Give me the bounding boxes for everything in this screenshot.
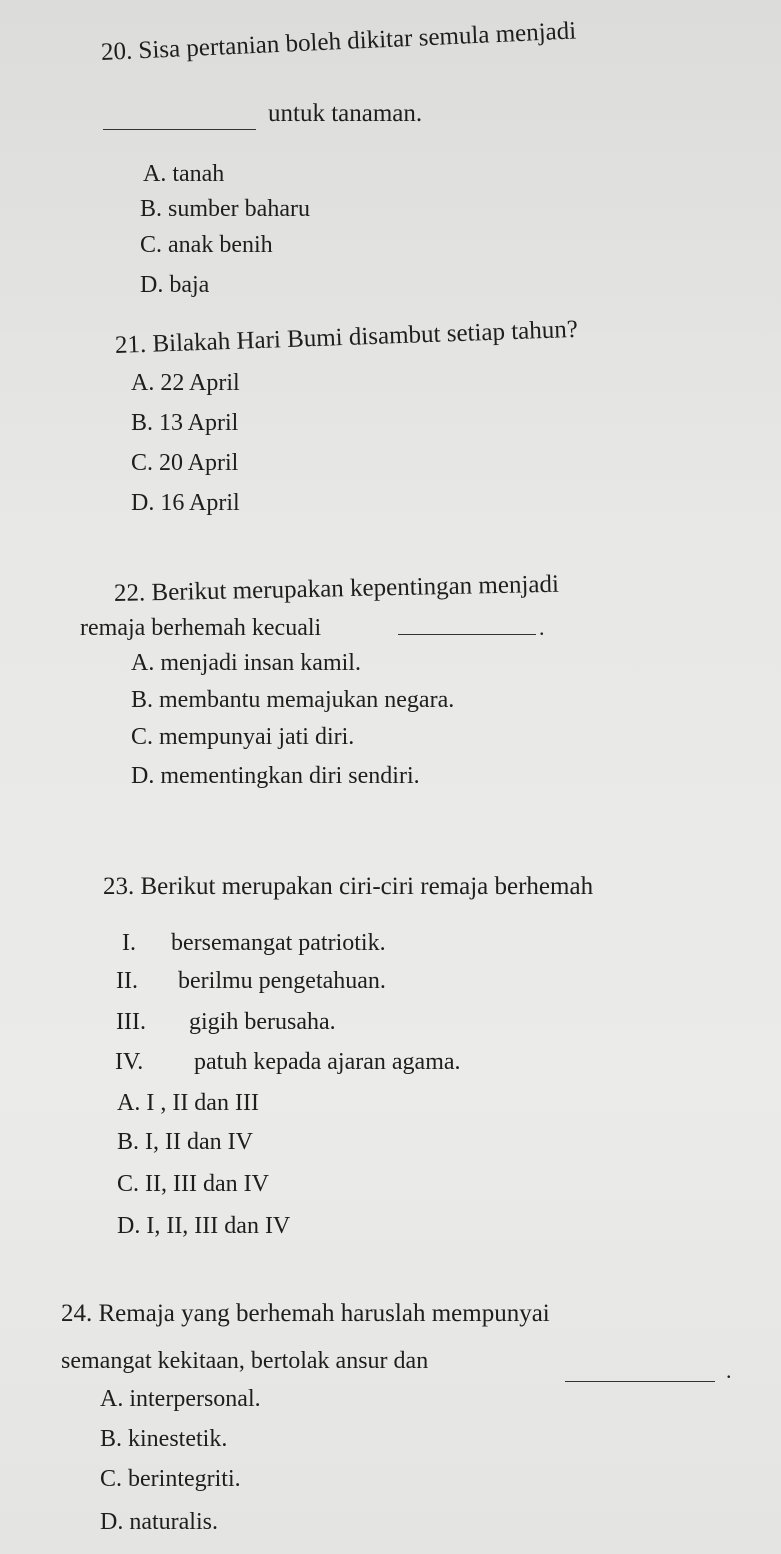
q24-answer-blank [565,1381,715,1382]
q20-stem-line1: 20. Sisa pertanian boleh dikitar semula menjadi [100,17,577,66]
q20-answer-blank [103,129,256,130]
q24-period: . [726,1358,732,1383]
q24-stem-line1: 24. Remaja yang berhemah haruslah mempunyai [61,1300,550,1327]
q22-option-b: B. membantu memajukan negara. [131,687,455,713]
q24-option-b: B. kinestetik. [100,1426,228,1452]
q23-statement-2-text: berilmu pengetahuan. [178,968,386,994]
q23-statement-4-num: IV. [115,1049,144,1075]
q20-option-d: D. baja [140,272,210,298]
q23-statement-3-num: III. [116,1009,146,1035]
q22-option-d: D. mementingkan diri sendiri. [131,763,420,789]
q21-option-a: A. 22 April [131,370,240,396]
q22-option-a: A. menjadi insan kamil. [131,650,361,676]
q23-option-b: B. I, II dan IV [117,1129,253,1155]
q23-statement-4-text: patuh kepada ajaran agama. [194,1049,461,1075]
q22-period: . [539,615,545,640]
q21-option-d: D. 16 April [131,490,240,516]
q23-statement-1-text: bersemangat patriotik. [171,930,386,956]
q24-option-c: C. berintegriti. [100,1466,241,1492]
q20-option-a: A. tanah [143,161,225,187]
q22-stem-line1: 22. Berikut merupakan kepentingan menjadi [113,570,560,607]
q20-option-b: B. sumber baharu [140,196,310,222]
q24-option-d: D. naturalis. [100,1509,218,1535]
q22-option-c: C. mempunyai jati diri. [131,724,355,750]
q20-option-c: C. anak benih [140,232,273,258]
q23-option-d: D. I, II, III dan IV [117,1213,291,1239]
q20-stem-line2: untuk tanaman. [268,100,423,127]
q21-option-b: B. 13 April [131,410,239,436]
q22-stem-line2: remaja berhemah kecuali [80,615,322,641]
q23-option-a: A. I , II dan III [117,1090,259,1116]
q21-stem: 21. Bilakah Hari Bumi disambut setiap tahun? [114,315,579,359]
q24-option-a: A. interpersonal. [100,1386,261,1412]
q21-option-c: C. 20 April [131,450,239,476]
q23-statement-1-num: I. [122,930,136,956]
q23-option-c: C. II, III dan IV [117,1171,269,1197]
q23-stem: 23. Berikut merupakan ciri-ciri remaja berhemah [103,873,594,900]
q24-stem-line2: semangat kekitaan, bertolak ansur dan [61,1348,429,1374]
q23-statement-3-text: gigih berusaha. [189,1009,336,1035]
q22-answer-blank [398,634,536,635]
q23-statement-2-num: II. [116,968,138,994]
